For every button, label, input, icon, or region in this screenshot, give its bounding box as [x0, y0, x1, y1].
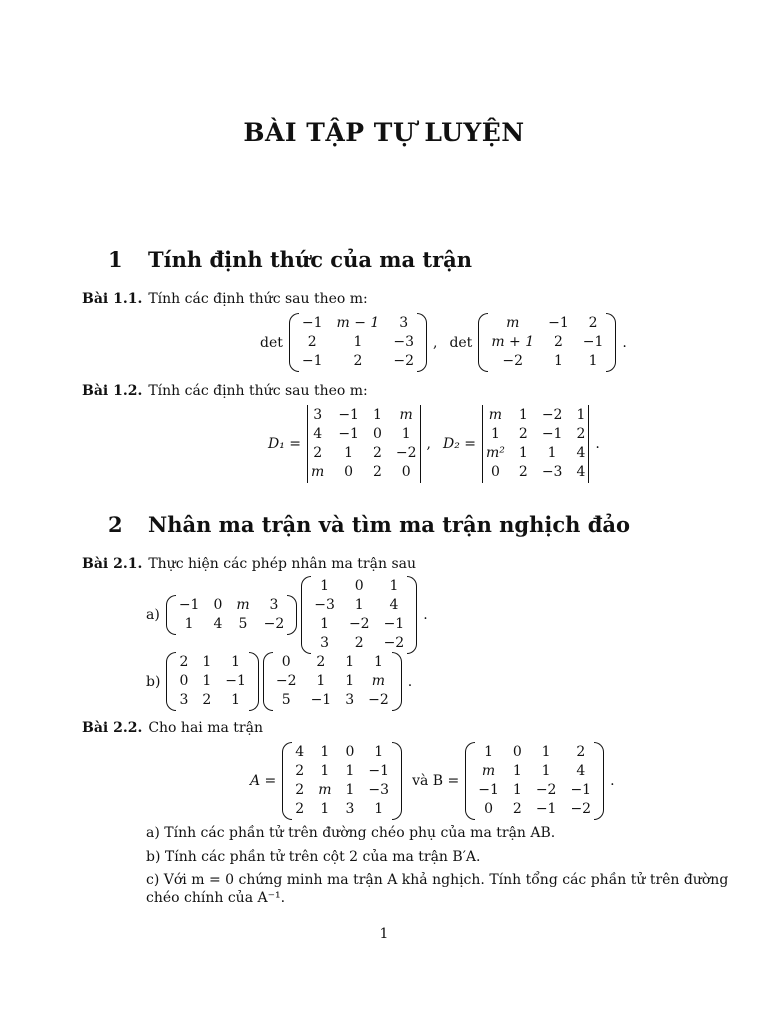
matrix-grid: [308, 405, 419, 483]
page-number: 1: [379, 926, 389, 942]
exercise-2-1-part-a: [146, 576, 434, 654]
matrix-cell: −1: [535, 801, 557, 817]
matrix-cell: −2: [502, 353, 524, 369]
matrix-cell: −2: [395, 445, 417, 461]
matrix-cell: 4: [295, 744, 305, 760]
matrix-grid: [176, 595, 287, 635]
matrix-cell: 4: [576, 763, 586, 779]
determinant-d1: [307, 405, 420, 483]
matrix-cell: 1: [354, 597, 364, 613]
matrix-cell: 1: [353, 334, 363, 350]
matrix-cell: 5: [238, 616, 248, 632]
matrix-cell: 2: [295, 763, 305, 779]
exercise-1-1-formula: [254, 313, 633, 372]
matrix-cell: 4: [576, 445, 586, 461]
matrix-grid: [475, 742, 594, 820]
matrix-cell: −1: [582, 334, 604, 350]
section-1-number: 1: [108, 247, 123, 272]
matrix-cell: 2: [307, 334, 317, 350]
matrix-cell: 1: [588, 353, 598, 369]
question-b: b) Tính các phần tử trên cột 2 của ma trận B′A.: [146, 849, 481, 865]
matrix-cell: 1: [231, 654, 241, 670]
matrix-grid: [299, 313, 417, 372]
determinant-d2: [482, 405, 589, 483]
matrix-cell: 1: [518, 407, 528, 423]
matrix-cell: −2: [348, 616, 370, 632]
matrix-b: [465, 742, 604, 820]
matrix-cell: −1: [301, 315, 323, 331]
matrix-cell: 1: [345, 763, 355, 779]
matrix-cell: 3: [320, 635, 330, 651]
matrix-cell: 1: [316, 673, 326, 689]
exercise-1-2-formula: [262, 405, 606, 483]
matrix-grid: [273, 652, 392, 711]
matrix-cell: m: [399, 407, 413, 423]
exercise-2-1-label: Bài 2.1.: [82, 556, 143, 572]
matrix-cell: 2: [576, 744, 586, 760]
matrix-cell: 1: [202, 654, 212, 670]
matrix-m2: [478, 313, 616, 372]
matrix-cell: −1: [570, 782, 592, 798]
matrix-cell: −3: [368, 782, 390, 798]
matrix-cell: 1: [547, 445, 557, 461]
matrix-cell: −1: [541, 426, 563, 442]
exercise-2-2-formula: [244, 742, 621, 820]
matrix-cell: −2: [393, 353, 414, 369]
formula-end: .: [622, 334, 627, 351]
matrix-cell: 1: [202, 673, 212, 689]
d2-label: D₂ =: [442, 436, 476, 452]
matrix-cell: 1: [576, 407, 586, 423]
matrix-cell: 4: [313, 426, 323, 442]
matrix-cell: 1: [320, 801, 330, 817]
matrix-cell: 0: [345, 744, 355, 760]
matrix-cell: −2: [535, 782, 557, 798]
exercise-1-2-label: Bài 1.2.: [82, 383, 143, 399]
matrix-cell: 2: [354, 635, 364, 651]
matrix-cell: 2: [313, 445, 323, 461]
matrix-cell: 1: [373, 654, 383, 670]
matrix-cell: 2: [316, 654, 326, 670]
matrix-cell: 2: [353, 353, 363, 369]
matrix-cell: 0: [484, 801, 494, 817]
matrix-cell: 1: [344, 445, 354, 461]
section-1-heading: [108, 247, 472, 272]
matrix-cell: 1: [345, 782, 355, 798]
matrix-cell: −3: [541, 464, 563, 480]
matrix-cell: m − 1: [336, 315, 380, 331]
matrix-cell: 1: [374, 744, 384, 760]
matrix-cell: 3: [313, 407, 323, 423]
matrix-cell: 3: [269, 597, 279, 613]
matrix-cell: 2: [512, 801, 522, 817]
matrix-cell: −1: [310, 692, 332, 708]
matrix-cell: −2: [275, 673, 297, 689]
matrix-cell: 1: [484, 744, 494, 760]
matrix-grid: [292, 742, 392, 820]
matrix-cell: −2: [263, 616, 285, 632]
matrix-cell: m: [318, 782, 332, 798]
separator-comma: ,: [432, 334, 438, 351]
matrix-cell: −2: [570, 801, 592, 817]
matrix-cell: 1: [320, 744, 330, 760]
matrix-grid: [311, 576, 407, 654]
d1-label: D₁ =: [268, 436, 302, 452]
matrix-cell: 0: [401, 464, 411, 480]
matrix-cell: 0: [512, 744, 522, 760]
exercise-2-1-text: Thực hiện các phép nhân ma trận sau: [148, 556, 416, 572]
question-c-line-2: chéo chính của A⁻¹.: [146, 890, 286, 906]
matrix-cell: −1: [338, 407, 359, 423]
matrix-cell: −1: [548, 315, 569, 331]
matrix-a1: [166, 595, 297, 635]
matrix-cell: 1: [184, 616, 194, 632]
page-title: BÀI TẬP TỰ LUYỆN: [243, 118, 525, 147]
section-2-number: 2: [108, 512, 123, 537]
matrix-b1: [166, 652, 258, 711]
matrix-cell: 4: [389, 597, 399, 613]
matrix-cell: 0: [179, 673, 189, 689]
matrix-cell: 1: [374, 801, 384, 817]
matrix-cell: 1: [320, 578, 330, 594]
matrix-grid: [176, 652, 248, 711]
matrix-cell: −2: [383, 635, 405, 651]
matrix-cell: 2: [518, 426, 528, 442]
det-label-1: det: [260, 334, 283, 351]
matrix-cell: 1: [231, 692, 241, 708]
matrix-cell: −1: [383, 616, 405, 632]
exercise-2-1-part-b: [146, 652, 418, 711]
matrix-a: [282, 742, 402, 820]
matrix-cell: 4: [213, 616, 223, 632]
question-c-line-1: c) Với m = 0 chứng minh ma trận A khả nghịch. Tính tổng các phần tử trên đường: [146, 872, 729, 888]
matrix-a-label: A =: [250, 773, 277, 789]
matrix-cell: −1: [478, 782, 499, 798]
matrix-cell: 2: [372, 464, 382, 480]
matrix-cell: 1: [345, 654, 355, 670]
matrix-cell: 1: [372, 407, 382, 423]
matrix-cell: −3: [314, 597, 335, 613]
matrix-cell: 0: [354, 578, 364, 594]
part-a-label: a): [146, 607, 160, 623]
matrix-cell: m: [488, 407, 503, 423]
matrix-cell: −3: [393, 334, 414, 350]
matrix-cell: m: [371, 673, 386, 689]
exercise-1-1-text: Tính các định thức sau theo m:: [148, 291, 368, 307]
matrix-cell: 2: [554, 334, 563, 350]
section-2-heading: [108, 512, 630, 537]
matrix-cell: 0: [281, 654, 291, 670]
matrix-cell: 0: [344, 464, 354, 480]
matrix-cell: 2: [295, 801, 305, 817]
matrix-cell: 1: [401, 426, 411, 442]
matrix-cell: m: [506, 315, 520, 331]
exercise-2-1-header: [82, 556, 416, 572]
matrix-cell: −2: [541, 407, 563, 423]
exercise-2-2-label: Bài 2.2.: [82, 720, 143, 736]
matrix-m1: [289, 313, 427, 372]
formula-end: .: [407, 673, 413, 690]
matrix-cell: 0: [372, 426, 382, 442]
separator-comma: ,: [426, 436, 431, 452]
formula-end: .: [423, 607, 428, 623]
matrix-cell: 1: [320, 763, 330, 779]
matrix-cell: 1: [512, 782, 522, 798]
matrix-cell: 4: [576, 464, 586, 480]
matrix-cell: −1: [368, 763, 390, 779]
exercise-1-1-header: [82, 291, 368, 307]
det-label-2: det: [449, 334, 473, 351]
matrix-cell: 5: [281, 692, 291, 708]
matrix-grid: [488, 313, 606, 372]
matrix-cell: m²: [486, 445, 505, 461]
matrix-cell: 0: [213, 597, 223, 613]
exercise-2-2-text: Cho hai ma trận: [148, 720, 263, 736]
matrix-cell: 3: [399, 315, 409, 331]
matrix-cell: −1: [301, 353, 323, 369]
formula-end: .: [595, 436, 600, 452]
exercise-1-1-label: Bài 1.1.: [82, 291, 143, 307]
matrix-cell: 0: [490, 464, 500, 480]
question-a: a) Tính các phần tử trên đường chéo phụ của ma trận AB.: [146, 825, 556, 841]
section-1-title: Tính định thức của ma trận: [148, 247, 473, 272]
matrix-b2: [263, 652, 402, 711]
formula-end: .: [610, 773, 615, 789]
matrix-cell: 2: [518, 464, 528, 480]
matrix-cell: −1: [178, 597, 200, 613]
matrix-cell: 2: [179, 654, 189, 670]
matrix-cell: 3: [345, 801, 355, 817]
matrix-cell: m: [236, 597, 250, 613]
matrix-cell: 1: [518, 445, 528, 461]
matrix-grid: [483, 405, 588, 483]
section-2-title: Nhân ma trận và tìm ma trận nghịch đảo: [148, 512, 631, 537]
matrix-cell: 1: [541, 744, 551, 760]
exercise-1-2-header: [82, 383, 368, 399]
part-b-label: b): [146, 673, 161, 690]
matrix-cell: 3: [345, 692, 355, 708]
matrix-cell: 3: [179, 692, 189, 708]
matrix-cell: 1: [512, 763, 522, 779]
matrix-cell: m: [311, 464, 325, 480]
matrix-cell: 2: [295, 782, 305, 798]
matrix-cell: m: [481, 763, 496, 779]
matrix-a2: [301, 576, 417, 654]
matrix-cell: m + 1: [491, 334, 535, 350]
matrix-cell: 2: [202, 692, 212, 708]
matrix-b-label: và B =: [412, 773, 460, 789]
matrix-cell: 2: [372, 445, 382, 461]
matrix-cell: 1: [345, 673, 355, 689]
exercise-2-2-header: [82, 720, 263, 736]
matrix-cell: 2: [576, 426, 586, 442]
matrix-cell: 1: [320, 616, 330, 632]
matrix-cell: −2: [368, 692, 389, 708]
matrix-cell: 1: [541, 763, 551, 779]
matrix-cell: 1: [554, 353, 563, 369]
matrix-cell: 2: [588, 315, 598, 331]
matrix-cell: 1: [490, 426, 500, 442]
matrix-cell: 1: [389, 578, 399, 594]
matrix-cell: −1: [338, 426, 359, 442]
exercise-1-2-text: Tính các định thức sau theo m:: [148, 383, 368, 399]
matrix-cell: −1: [225, 673, 246, 689]
